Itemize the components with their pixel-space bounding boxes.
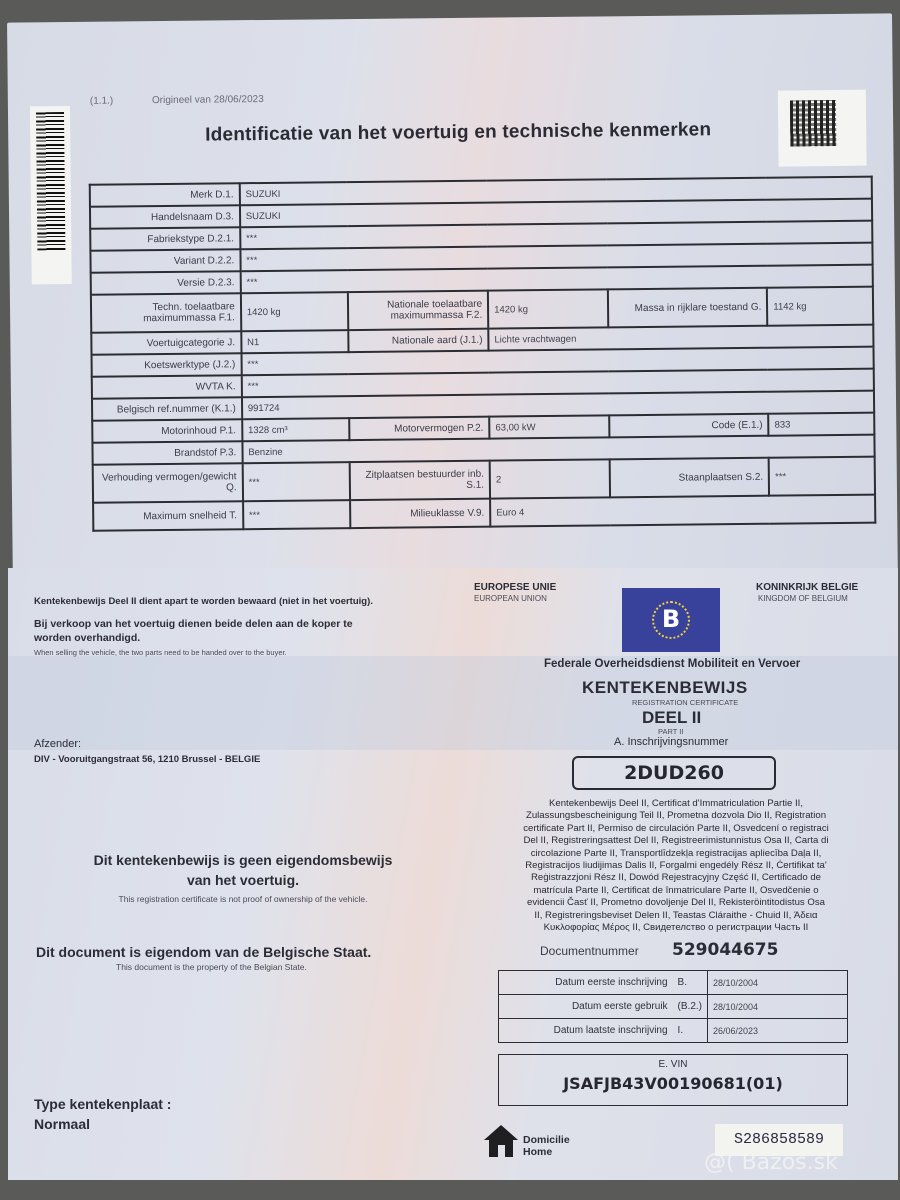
vin-box [498, 1054, 848, 1106]
ref-code: (1.1.) [89, 95, 114, 107]
plate-type: Normaal [34, 1116, 91, 1132]
table-row: Techn. toelaatbare maximummassa F.1. 1420 kg Nationale toelaatbare maximummassa F.2. 1420 kg Massa in rijklare toestand G. 1142 kg [91, 287, 873, 333]
table-row: Datum eerste inschrijving B. 28/10/2004 [499, 971, 848, 995]
table-row: Variant D.2.2. *** [90, 243, 872, 273]
document-number: 529044675 [672, 940, 779, 960]
kingdom-label: KONINKRIJK BELGIE [756, 582, 859, 593]
domicilie-label: Domicilie [523, 1134, 570, 1146]
sender-address: DIV - Vooruitgangstraat 56, 1210 Brussel - BELGIE [34, 754, 261, 765]
notice-sale-line1: Bij verkoop van het voertuig dienen beide delen aan de koper te [34, 618, 353, 630]
original-date: Origineel van 28/06/2023 [151, 93, 264, 107]
table-row: Versie D.2.3. *** [91, 265, 873, 295]
registration-certificate-sheet [8, 568, 898, 1180]
notice-sale-en: When selling the vehicle, the two parts need to be handed over to the buyer. [34, 648, 287, 657]
table-row: Fabriekstype D.2.1. *** [90, 221, 872, 251]
dates-table [498, 970, 848, 1043]
sheet-meta [90, 94, 300, 107]
serial-number: S286858589 [715, 1124, 843, 1156]
property-notice: Dit document is eigendom van de Belgische Staat. [36, 944, 372, 960]
watermark: @( Bazos.sk [704, 1150, 838, 1175]
flag-letter: B [661, 605, 681, 633]
plate-type-label: Type kentekenplaat : [34, 1096, 172, 1112]
page-title: Identificatie van het voertuig en technische kenmerken [205, 119, 712, 146]
docnum-label: Documentnummer [540, 944, 639, 958]
kb-title-en: REGISTRATION CERTIFICATE [632, 698, 739, 707]
table-row: Brandstof P.3. Benzine [92, 435, 874, 465]
federal-authority: Federale Overheidsdienst Mobiliteit en Vervoer [544, 658, 801, 670]
not-owner-line2: van het voertuig. [186, 872, 300, 888]
decorative-band [8, 656, 898, 750]
property-notice-en: This document is the property of the Belgian State. [116, 962, 307, 972]
table-row: Motorinhoud P.1. 1328 cm³ Motorvermogen P.2. 63,00 kW Code (E.1.) 833 [92, 413, 874, 443]
table-row: Verhouding vermogen/gewicht Q. *** Zitplaatsen bestuurder inb. S.1. 2 Staanplaatsen S.2. *** [93, 457, 875, 503]
table-row: Handelsnaam D.3. SUZUKI [90, 199, 872, 229]
table-row: Maximum snelheid T. *** Milieuklasse V.9. Euro 4 [93, 495, 875, 531]
registration-number: 2DUD260 [572, 756, 776, 790]
sender-label: Afzender: [34, 738, 82, 750]
not-owner-line1: Dit kentekenbewijs is geen eigendomsbewijs [93, 852, 393, 868]
vin-label: E. VIN [658, 1059, 688, 1070]
notice-keep-separate: Kentekenbewijs Deel II dient apart te worden bewaard (niet in het voertuig). [34, 596, 373, 607]
eu-label: EUROPESE UNIE [474, 582, 557, 593]
vin-number: JSAFJB43V00190681(01) [563, 1074, 783, 1093]
table-row: Voertuigcategorie J. N1 Nationale aard (J.1.) Lichte vrachtwagen [91, 325, 873, 355]
part-title: PART II [658, 727, 684, 736]
table-row: Datum eerste gebruik (B.2.) 28/10/2004 [499, 995, 848, 1019]
kb-title: KENTEKENBEWIJS [582, 678, 748, 697]
multilingual-titles: Kentekenbewijs Deel II, Certificat d'Immatriculation Partie II, Zulassungsbescheinigung Teil II, Prometna dozvola Dio II, Registration certificate Part II, Permiso de circulación Parte II, Osvedcení o registraci Del II, Registreringsattest Del II, Registreerimistunnistus Osa II, Carta di circolazione Parte II, Transportlīdzekļa registracijas apliecība Daļa II, Registracijos liudijimas Dalis II, Forgalmi engedély Rész II, Ċertifikat ta' Reġistrazzjoni Rész II, Dowód Rejestracyjny Część II, Certificado de matrícula Parte II, Certificat de înmatriculare Parte II, Osvedčenie o evidencii Časť II, Prometno dovoljenje Del II, Rekisteröintitodistus Osa II, Registreringsbeviset Delen II, Teastas Cláraithe - Chuid II, Άδεια Κυκλοφορίας Μέρος II, Свидетелство о регистрации Часть II [523, 798, 829, 934]
deel-title: DEEL II [642, 708, 702, 727]
inschrijving-label: A. Inschrijvingsnummer [614, 736, 729, 748]
kingdom-label-en: KINGDOM OF BELGIUM [758, 594, 848, 603]
eu-flag-icon [622, 588, 720, 652]
table-row: Koetswerktype (J.2.) *** [92, 347, 874, 377]
home-label: Home [523, 1146, 553, 1158]
technical-table [89, 176, 877, 532]
table-row: Merk D.1. SUZUKI [90, 177, 872, 207]
not-owner-en: This registration certificate is not proof of ownership of the vehicle. [118, 894, 368, 904]
table-row: WVTA K. *** [92, 369, 874, 399]
eu-label-en: EUROPEAN UNION [474, 594, 547, 603]
home-icon [482, 1123, 520, 1159]
notice-sale-line2: worden overhandigd. [34, 632, 141, 644]
vehicle-identification-sheet [7, 13, 898, 592]
table-row: Datum laatste inschrijving I. 26/06/2023 [499, 1019, 848, 1043]
table-row: Belgisch ref.nummer (K.1.) 991724 [92, 391, 874, 421]
